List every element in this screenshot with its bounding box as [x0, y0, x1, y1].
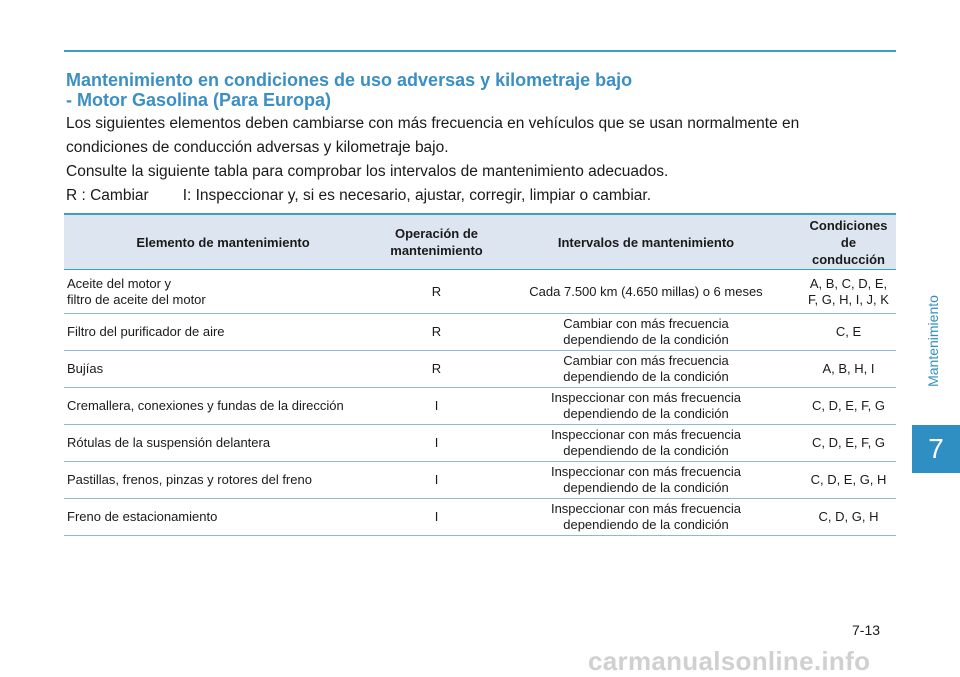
- cell-item: [64, 314, 382, 351]
- heading-line-2: - Motor Gasolina (Para Europa): [66, 90, 332, 110]
- cell-conditions: [801, 499, 896, 536]
- cell-conditions: [801, 388, 896, 425]
- intro-text: [66, 112, 856, 208]
- header-operation: [382, 214, 491, 270]
- cell-interval-text: dependiendo de la condición: [563, 369, 729, 384]
- watermark: carmanualsonline.info: [588, 646, 871, 676]
- cell-item-text: filtro de aceite del motor: [67, 291, 206, 307]
- page-number: 7-13: [852, 622, 881, 638]
- cell-operation-text: I: [434, 509, 439, 524]
- intro-line-1: Los siguientes elementos deben cambiarse con más frecuencia en vehículos que se usan normalmente en: [66, 115, 800, 132]
- cell-item-text: Bujías: [67, 361, 104, 376]
- cell-interval-text: dependiendo de la condición: [563, 332, 729, 347]
- cell-item-text: Pastillas, frenos, pinzas y rotores del freno: [67, 472, 312, 487]
- cell-conditions-text: F, G, H, I, J, K: [808, 291, 889, 307]
- cell-operation: [382, 314, 491, 351]
- table-header-row: [64, 214, 896, 270]
- cell-interval: [491, 499, 801, 536]
- cell-operation-text: I: [434, 435, 439, 450]
- cell-interval: [491, 314, 801, 351]
- cell-interval-text: dependiendo de la condición: [563, 443, 729, 458]
- cell-item: [64, 425, 382, 462]
- cell-conditions-text: C, D, G, H: [818, 509, 879, 524]
- cell-interval-text: Cambiar con más frecuencia: [563, 353, 729, 368]
- cell-conditions-text: C, D, E, F, G: [812, 435, 885, 450]
- maintenance-table: [64, 213, 896, 536]
- cell-conditions-text: A, B, H, I: [822, 361, 875, 376]
- legend-r: R : Cambiar: [66, 187, 149, 204]
- operation-legend: [66, 184, 856, 208]
- cell-conditions: [801, 425, 896, 462]
- cell-interval-text: dependiendo de la condición: [563, 480, 729, 495]
- cell-conditions: [801, 462, 896, 499]
- cell-interval-text: Inspeccionar con más frecuencia: [550, 427, 742, 442]
- header-interval: Intervalos de mantenimiento: [491, 214, 801, 270]
- header-conditions: [801, 214, 896, 270]
- cell-interval-text: Cada 7.500 km (4.650 millas) o 6 meses: [529, 283, 763, 299]
- table-row: [64, 499, 896, 536]
- cell-operation-text: R: [431, 324, 442, 339]
- cell-operation: [382, 462, 491, 499]
- cell-interval: [491, 351, 801, 388]
- cell-item-text: Rótulas de la suspensión delantera: [67, 435, 271, 450]
- cell-item: [64, 270, 382, 314]
- cell-operation: [382, 270, 491, 314]
- cell-interval: [491, 462, 801, 499]
- cell-operation-text: I: [434, 472, 439, 487]
- intro-line-2: condiciones de conducción adversas y kilometraje bajo.: [66, 139, 449, 156]
- table-row: [64, 425, 896, 462]
- cell-item-text: Aceite del motor y: [67, 275, 172, 291]
- section-label-text: Mantenimiento: [925, 295, 942, 387]
- cell-operation: [382, 388, 491, 425]
- header-conditions-line-1: Condiciones: [809, 217, 888, 233]
- section-side-label: [921, 256, 945, 426]
- cell-item-text: Cremallera, conexiones y fundas de la dirección: [67, 398, 344, 413]
- cell-interval: [491, 425, 801, 462]
- intro-line-3: Consulte la siguiente tabla para comprobar los intervalos de mantenimiento adecuados.: [66, 163, 669, 180]
- cell-conditions-text: C, D, E, G, H: [810, 472, 887, 487]
- section-heading: [66, 70, 846, 110]
- cell-operation: [382, 425, 491, 462]
- cell-item-text: Freno de estacionamiento: [67, 509, 218, 524]
- cell-item: [64, 388, 382, 425]
- cell-operation: [382, 499, 491, 536]
- cell-operation: [382, 351, 491, 388]
- cell-conditions-text: C, D, E, F, G: [812, 398, 885, 413]
- cell-item: [64, 462, 382, 499]
- cell-interval: [491, 270, 801, 314]
- cell-conditions-text: A, B, C, D, E,: [809, 275, 888, 291]
- cell-conditions-text: C, E: [835, 324, 862, 339]
- cell-item: [64, 499, 382, 536]
- cell-item-text: Filtro del purificador de aire: [67, 324, 225, 339]
- cell-conditions: [801, 314, 896, 351]
- chapter-tab: 7: [912, 425, 960, 473]
- cell-operation-text: R: [431, 283, 442, 299]
- heading-line-1: Mantenimiento en condiciones de uso adversas y kilometraje bajo: [66, 70, 633, 90]
- cell-interval-text: dependiendo de la condición: [563, 406, 729, 421]
- table-row: [64, 270, 896, 314]
- cell-conditions: [801, 270, 896, 314]
- cell-interval: [491, 388, 801, 425]
- cell-interval-text: Cambiar con más frecuencia: [563, 316, 729, 331]
- cell-operation-text: I: [434, 398, 439, 413]
- table-row: [64, 462, 896, 499]
- cell-interval-text: dependiendo de la condición: [563, 517, 729, 532]
- cell-interval-text: Inspeccionar con más frecuencia: [550, 464, 742, 479]
- header-operation-line-2: mantenimiento: [390, 243, 483, 258]
- cell-interval-text: Inspeccionar con más frecuencia: [550, 501, 742, 516]
- cell-interval-text: Inspeccionar con más frecuencia: [550, 390, 742, 405]
- cell-operation-text: R: [431, 361, 442, 376]
- cell-conditions: [801, 351, 896, 388]
- table-row: [64, 388, 896, 425]
- top-rule: [64, 50, 896, 52]
- table-row: [64, 314, 896, 351]
- table-row: [64, 351, 896, 388]
- header-conditions-line-2: de: [840, 234, 857, 250]
- header-item: Elemento de mantenimiento: [64, 214, 382, 270]
- cell-item: [64, 351, 382, 388]
- header-conditions-line-3: conducción: [812, 251, 885, 267]
- legend-i: I: Inspeccionar y, si es necesario, ajustar, corregir, limpiar o cambiar.: [182, 187, 652, 204]
- table-body: [64, 270, 896, 536]
- header-operation-line-1: Operación de: [394, 226, 479, 241]
